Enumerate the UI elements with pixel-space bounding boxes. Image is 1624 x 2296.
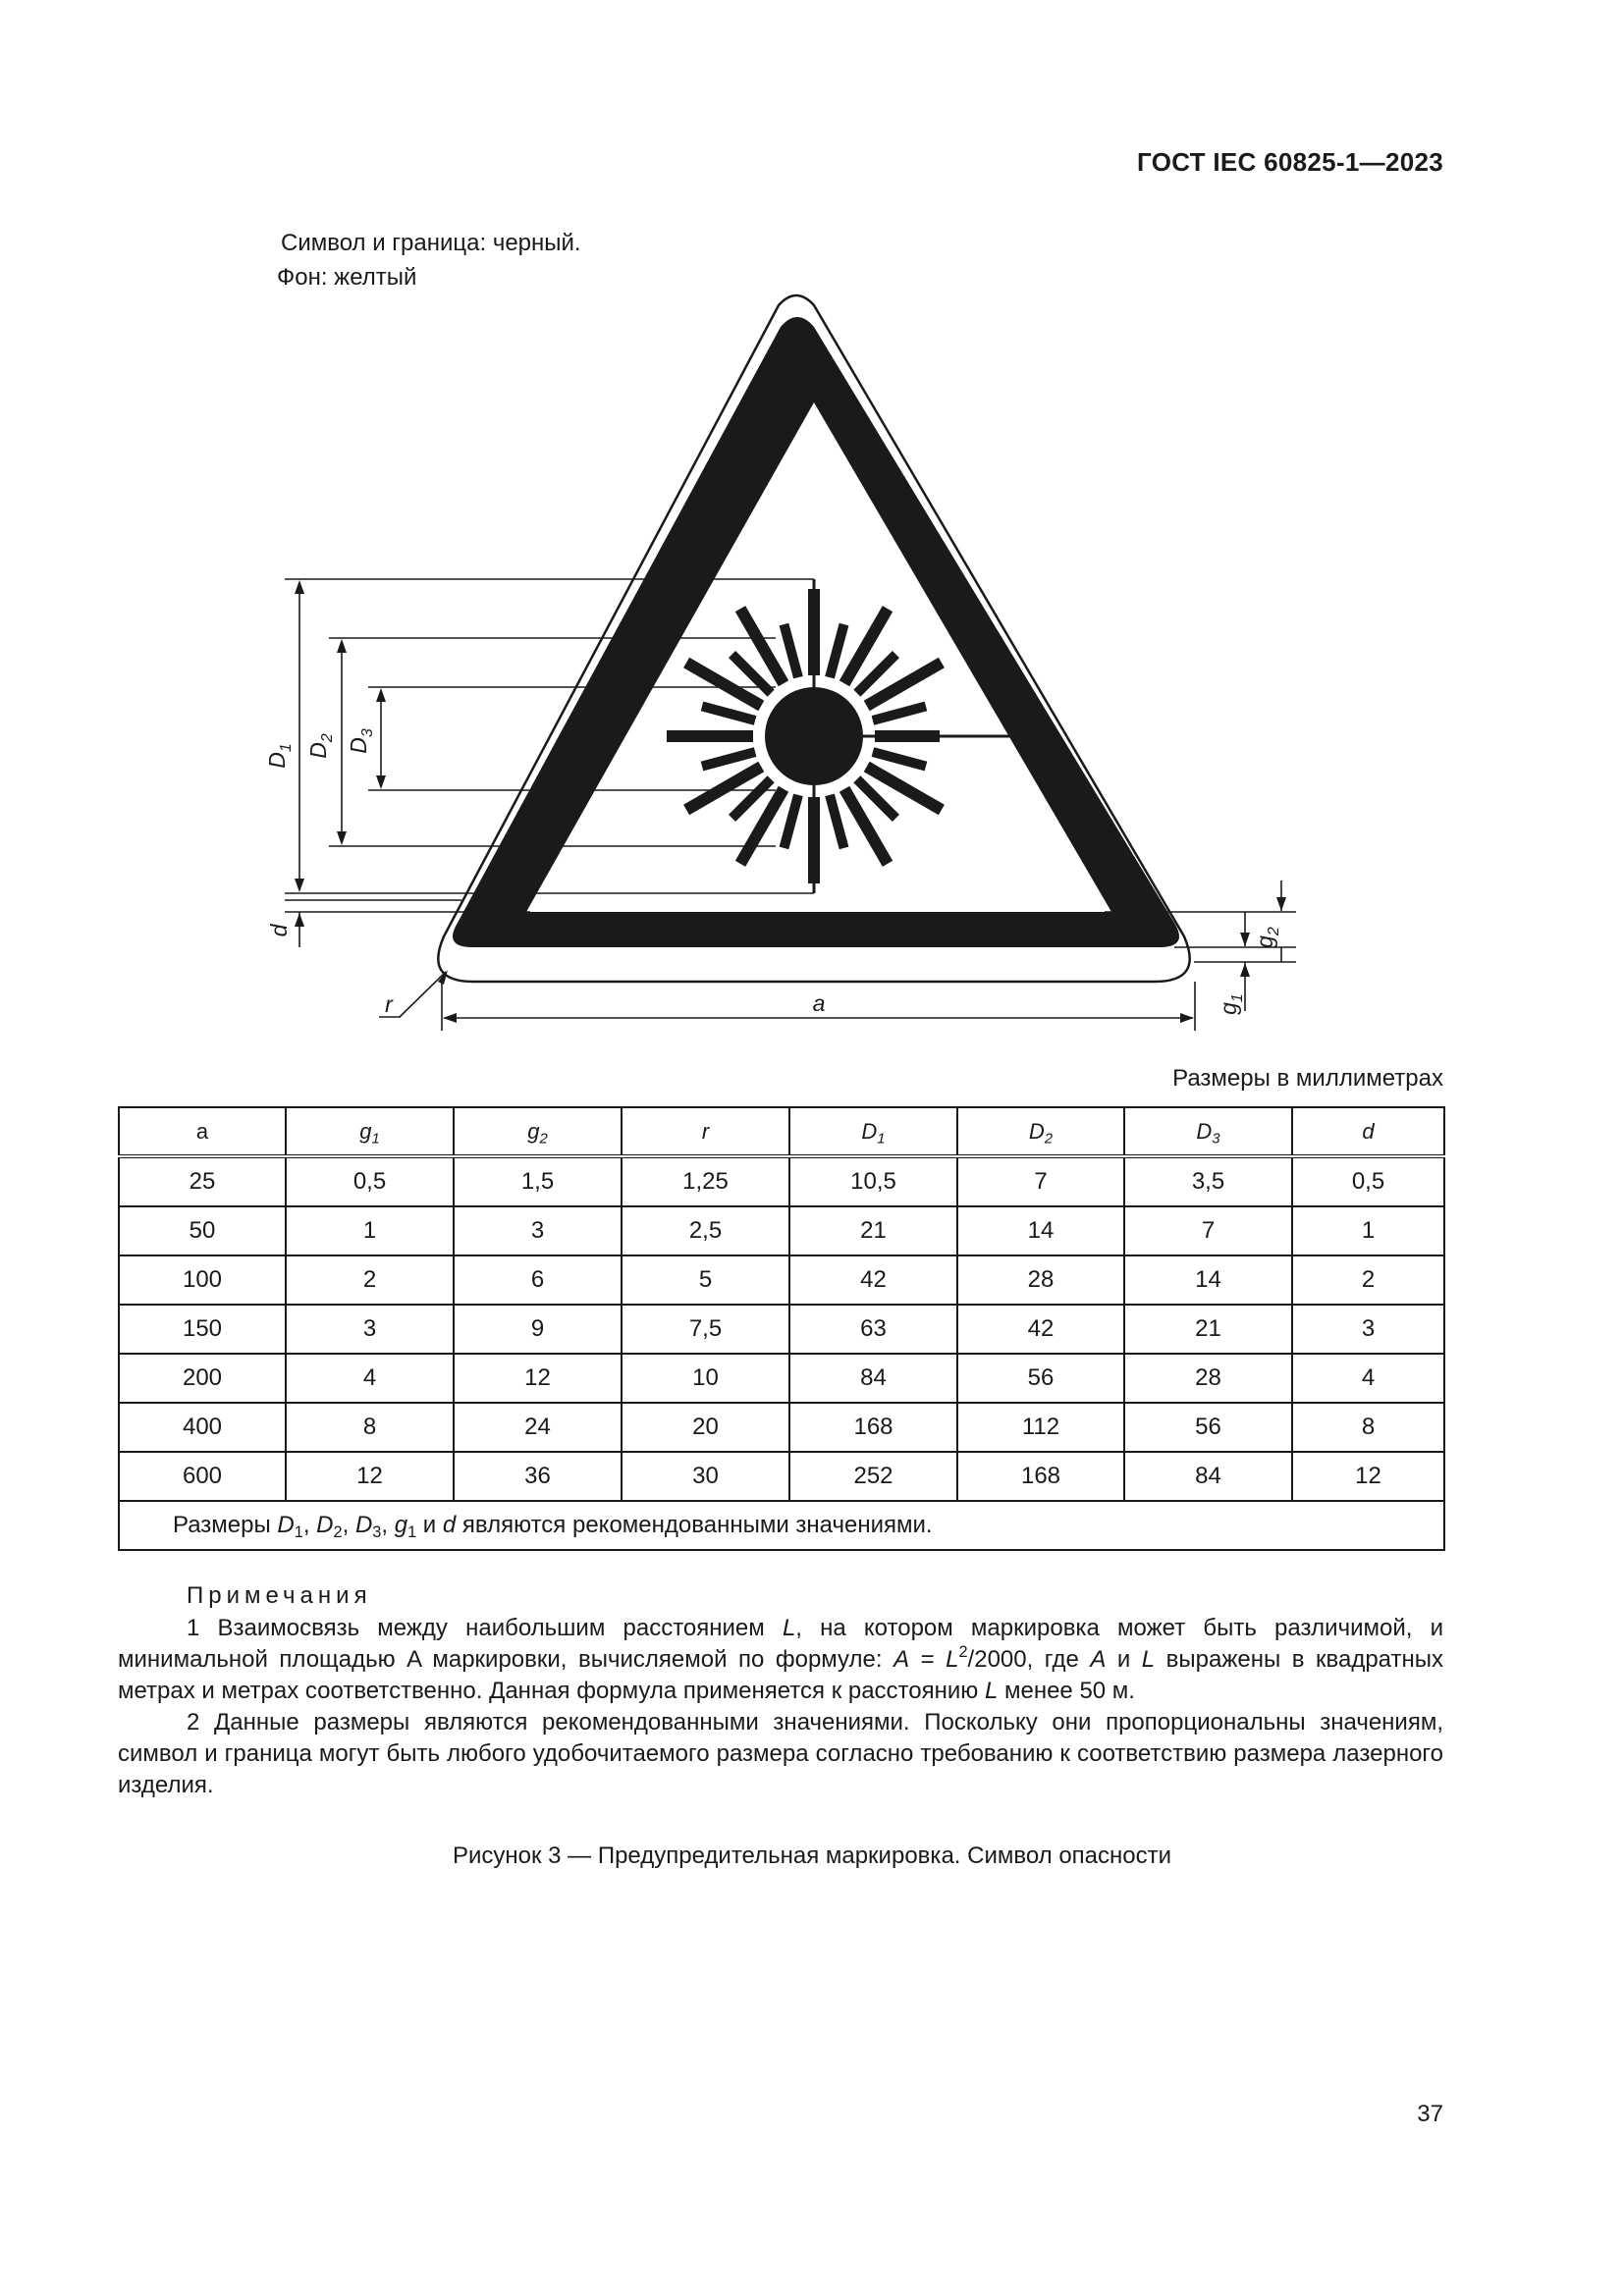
table-cell: 0,5 <box>1292 1156 1444 1206</box>
d1-arrow-top <box>295 580 304 594</box>
table-cell: 84 <box>1124 1452 1292 1501</box>
label-r: r <box>385 991 393 1017</box>
table-cell: 2 <box>1292 1255 1444 1305</box>
d1-arrow-bottom <box>295 879 304 892</box>
table-cell: 10 <box>622 1354 789 1403</box>
table-cell: 100 <box>119 1255 286 1305</box>
label-g1: $g_1$ <box>1216 993 1246 1015</box>
table-cell: 8 <box>1292 1403 1444 1452</box>
table-cell: 252 <box>789 1452 957 1501</box>
laser-warning-figure <box>0 0 1624 1070</box>
table-cell: 168 <box>957 1452 1124 1501</box>
table-cell: 8 <box>286 1403 454 1452</box>
table-cell: 150 <box>119 1305 286 1354</box>
table-cell: 1 <box>1292 1206 1444 1255</box>
table-footnote: Размеры $D_1$, $D_2$, $D_3$, $g_1$ и d являются рекомендованными значениями. <box>119 1501 1444 1550</box>
table-row <box>119 1452 1444 1501</box>
table-cell: 63 <box>789 1305 957 1354</box>
table-cell: 2,5 <box>622 1206 789 1255</box>
table-cell: 56 <box>1124 1403 1292 1452</box>
table-cell: 56 <box>957 1354 1124 1403</box>
table-cell: 1,25 <box>622 1156 789 1206</box>
legend-line-symbol: Символ и граница: черный. <box>281 230 581 256</box>
table-cell: 50 <box>119 1206 286 1255</box>
d-arrow <box>295 913 304 927</box>
header-symbol: D <box>861 1118 878 1144</box>
d3-arrow-bottom <box>376 775 386 789</box>
figure-caption: Рисунок 3 — Предупредительная маркировка. Символ опасности <box>452 1842 1172 1869</box>
table-row <box>119 1255 1444 1305</box>
table-cell: 14 <box>1124 1255 1292 1305</box>
table-cell: 12 <box>1292 1452 1444 1501</box>
table-row <box>119 1354 1444 1403</box>
header-symbol: g <box>527 1118 540 1144</box>
a-arrow-left <box>443 1013 457 1023</box>
table-cell: 28 <box>1124 1354 1292 1403</box>
table-cell: 200 <box>119 1354 286 1403</box>
label-d: d <box>266 924 292 937</box>
legend-line-background: Фон: желтый <box>277 264 417 291</box>
page-number: 37 <box>1417 2101 1443 2127</box>
table-cell: 9 <box>454 1305 622 1354</box>
header-symbol: D <box>1196 1118 1213 1144</box>
label-d1: $D_1$ <box>264 743 295 769</box>
units-caption: Размеры в миллиметрах <box>1172 1065 1443 1092</box>
table-cell: 112 <box>957 1403 1124 1452</box>
table-cell: 3 <box>454 1206 622 1255</box>
laser-center-disc <box>765 687 863 785</box>
g2-arrow-top <box>1276 897 1286 911</box>
header-subscript: 1 <box>371 1129 380 1147</box>
table-cell: 3 <box>1292 1305 1444 1354</box>
note-2: 2 Данные размеры являются рекомендованными значениями. Поскольку они пропорциональны значениям, символ и граница могут быть любого удобочитаемого размера согласно требованию к соответствию размера лазерного изделия. <box>118 1709 1443 1798</box>
table-cell: 4 <box>1292 1354 1444 1403</box>
table-cell: 21 <box>789 1206 957 1255</box>
table-cell: 1 <box>286 1206 454 1255</box>
table-cell: 1,5 <box>454 1156 622 1206</box>
header-subscript: 2 <box>1044 1129 1054 1147</box>
header-subscript: 2 <box>539 1129 548 1147</box>
a-arrow-right <box>1180 1013 1194 1023</box>
table-cell: 5 <box>622 1255 789 1305</box>
notes-section <box>118 1580 1443 1801</box>
header-cell <box>286 1107 454 1156</box>
table-cell: 7,5 <box>622 1305 789 1354</box>
header-row <box>119 1107 1444 1156</box>
table-cell: 12 <box>286 1452 454 1501</box>
header-cell <box>789 1107 957 1156</box>
table-cell: 600 <box>119 1452 286 1501</box>
header-symbol: D <box>1028 1118 1045 1144</box>
header-subscript: 3 <box>1212 1129 1220 1147</box>
table-cell: 28 <box>957 1255 1124 1305</box>
table-cell: 30 <box>622 1452 789 1501</box>
table-cell: 12 <box>454 1354 622 1403</box>
header-cell <box>957 1107 1124 1156</box>
table-cell: 25 <box>119 1156 286 1206</box>
table-row <box>119 1305 1444 1354</box>
table-cell: 14 <box>957 1206 1124 1255</box>
table-cell: 0,5 <box>286 1156 454 1206</box>
header-cell <box>454 1107 622 1156</box>
table-cell: 3 <box>286 1305 454 1354</box>
g1-arrow-up <box>1240 963 1250 977</box>
table-cell: 7 <box>957 1156 1124 1206</box>
table-cell: 36 <box>454 1452 622 1501</box>
table-cell: 3,5 <box>1124 1156 1292 1206</box>
table-cell: 2 <box>286 1255 454 1305</box>
table-cell: 4 <box>286 1354 454 1403</box>
table-cell: 10,5 <box>789 1156 957 1206</box>
table-cell: 20 <box>622 1403 789 1452</box>
table-body <box>119 1156 1444 1501</box>
table-cell: 42 <box>957 1305 1124 1354</box>
table-footnote-row <box>119 1501 1444 1550</box>
table-cell: 84 <box>789 1354 957 1403</box>
table-cell: 400 <box>119 1403 286 1452</box>
r-leader <box>400 972 446 1017</box>
d2-arrow-bottom <box>337 831 347 845</box>
notes-title: Примечания <box>187 1582 372 1609</box>
table-cell: 42 <box>789 1255 957 1305</box>
dimensions-table <box>118 1106 1445 1551</box>
table-row <box>119 1206 1444 1255</box>
table-cell: 6 <box>454 1255 622 1305</box>
note-1: 1 Взаимосвязь между наибольшим расстоянием L, на котором маркировка может быть различимой, и минимальной площадью A маркировки, вычисляемой по формуле: $A = L^2/2000$, где A и L выражены в квадратных метрах и метрах соответственно. Данная формула применяется к расстоянию L менее 50 м. <box>118 1615 1443 1704</box>
header-cell: a <box>119 1107 286 1156</box>
label-d2: $D_2$ <box>305 733 336 759</box>
table-header <box>119 1107 1444 1156</box>
g2-arrow-bottom <box>1240 933 1250 946</box>
d2-arrow-top <box>337 639 347 653</box>
label-a: a <box>812 990 826 1016</box>
document-header: ГОСТ IEC 60825-1—2023 <box>1137 147 1443 177</box>
table-cell: 7 <box>1124 1206 1292 1255</box>
label-g2: $g_2$ <box>1252 927 1282 948</box>
header-cell: d <box>1292 1107 1444 1156</box>
header-cell <box>1124 1107 1292 1156</box>
table-row <box>119 1403 1444 1452</box>
table-cell: 21 <box>1124 1305 1292 1354</box>
header-cell: r <box>622 1107 789 1156</box>
label-d3: $D_3$ <box>346 728 376 754</box>
table-cell: 24 <box>454 1403 622 1452</box>
table-cell: 168 <box>789 1403 957 1452</box>
d3-arrow-top <box>376 688 386 702</box>
header-subscript: 1 <box>877 1129 886 1147</box>
header-symbol: g <box>359 1118 372 1144</box>
table-row <box>119 1156 1444 1206</box>
